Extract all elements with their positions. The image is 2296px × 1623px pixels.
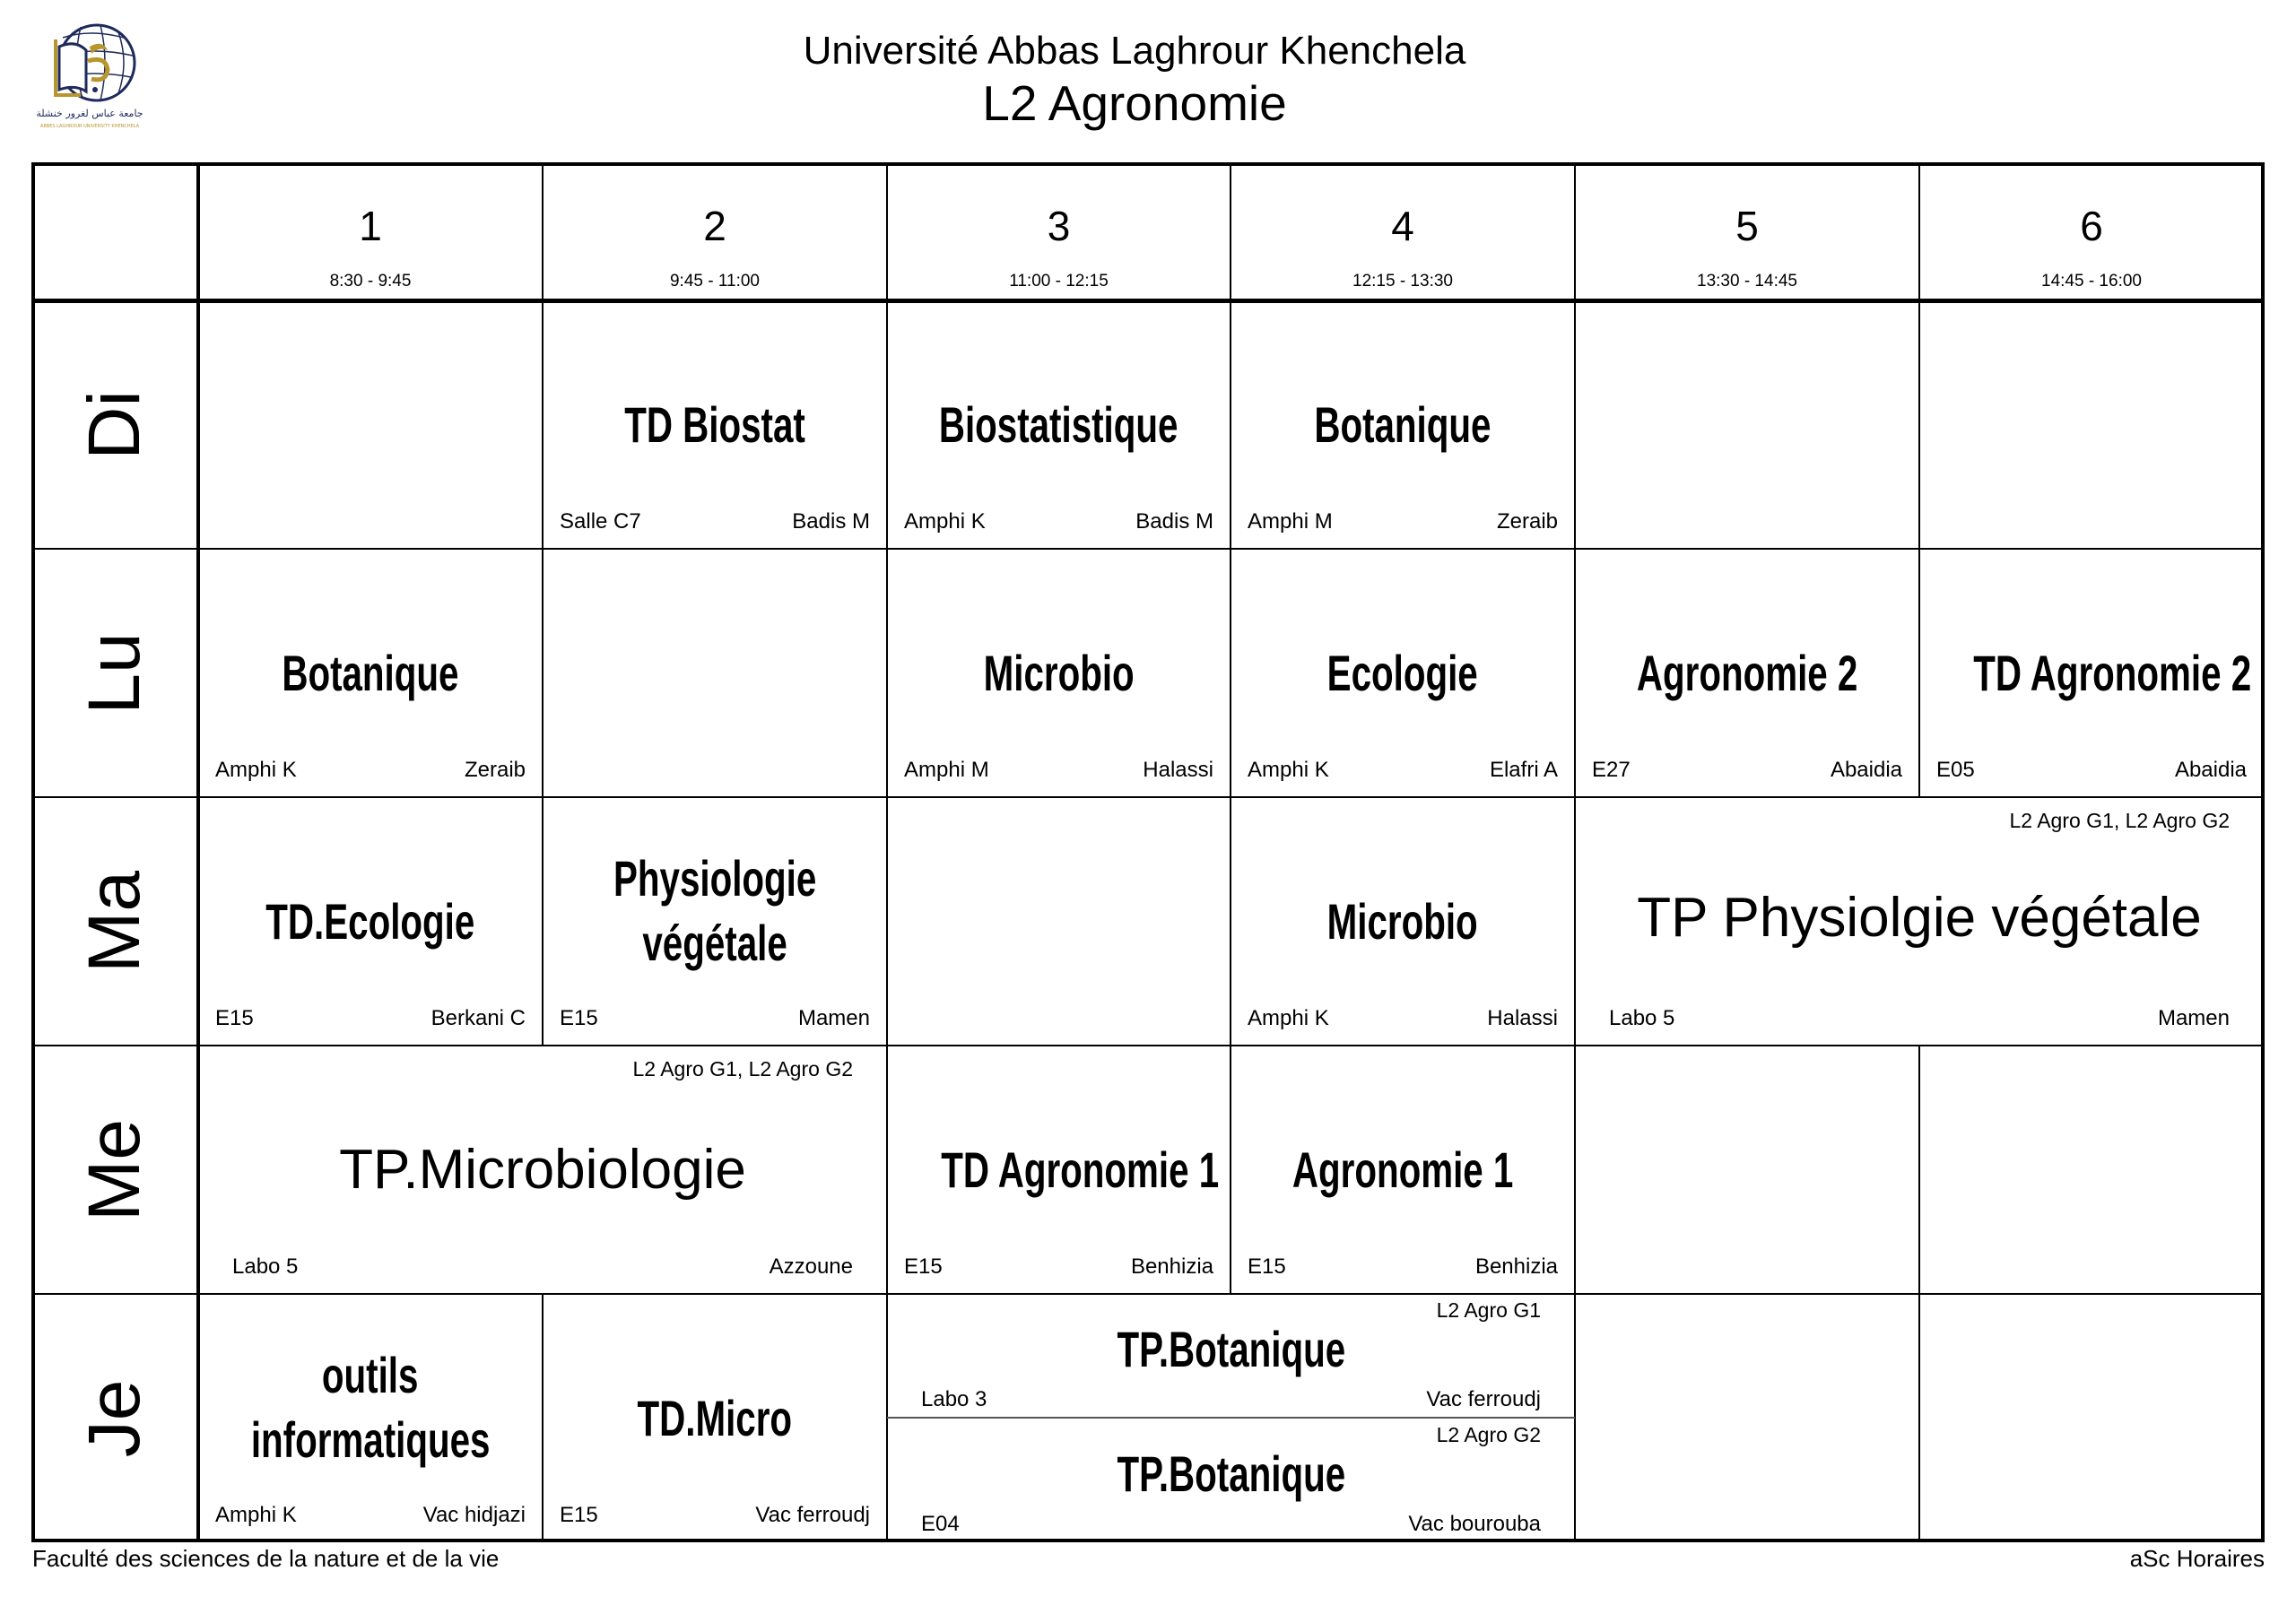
lesson-room: Amphi K: [215, 1503, 297, 1527]
software-credit: aSc Horaires: [2129, 1545, 2265, 1572]
lesson-name: [198, 890, 543, 954]
lesson-room: E04: [921, 1512, 960, 1536]
lesson-room: E15: [560, 1503, 598, 1527]
lesson-teacher: Benhizia: [1474, 1254, 1558, 1279]
lesson-room: E05: [1936, 758, 1975, 782]
lesson-name: [198, 1138, 887, 1202]
lesson-teacher: Vac ferroudj: [755, 1503, 870, 1527]
day-text: Me: [74, 1118, 155, 1221]
lesson-name: [1231, 641, 1575, 706]
day-text: Lu: [74, 631, 155, 715]
period-header-6: [1919, 162, 2264, 300]
period-number: 6: [2080, 203, 2103, 249]
lesson-teacher: Halassi: [1143, 758, 1213, 782]
period-time: 9:45 - 11:00: [669, 272, 760, 291]
lesson-name-text: Agronomie 1: [1292, 1141, 1514, 1198]
lesson-name-text: Botanique: [1314, 395, 1492, 453]
lesson-name: [1919, 641, 2264, 706]
lesson-teacher: Elafri A: [1489, 758, 1558, 782]
lesson-name-text: Agronomie 2: [1636, 644, 1858, 701]
lesson-teacher: Halassi: [1487, 1006, 1558, 1030]
period-time: 14:45 - 16:00: [2041, 272, 2142, 291]
lesson-name: [198, 641, 543, 706]
lesson-name-text: Botanique: [282, 644, 459, 701]
lesson-cell[interactable]: [1575, 549, 1919, 797]
lesson-teacher: Berkani C: [430, 1006, 526, 1030]
lesson-name: [887, 393, 1231, 457]
lesson-room: Amphi K: [215, 758, 297, 782]
lesson-name-text: TP.Botanique: [1117, 1445, 1345, 1502]
lesson-cell[interactable]: [198, 549, 543, 797]
lesson-name-text: Microbio: [983, 644, 1135, 701]
lesson-teacher: Vac hidjazi: [422, 1503, 526, 1527]
day-label-lu: [31, 549, 198, 797]
lesson-teacher: Abaidia: [2174, 758, 2247, 782]
lesson-group: L2 Agro G1, L2 Agro G2: [2009, 809, 2230, 832]
lesson-name: [543, 1386, 887, 1451]
lesson-room: E15: [560, 1006, 598, 1030]
lesson-cell-group-1[interactable]: [887, 1294, 1575, 1418]
lesson-teacher: Zeraib: [1496, 509, 1558, 534]
lesson-room: E15: [1248, 1254, 1286, 1279]
lesson-teacher: Vac bourouba: [1408, 1512, 1541, 1536]
lesson-name-text: Microbio: [1326, 892, 1478, 950]
lesson-room: Amphi K: [904, 509, 986, 534]
lesson-cell[interactable]: [1231, 797, 1575, 1046]
lesson-teacher: Benhizia: [1130, 1254, 1213, 1279]
lesson-name-text: TP.Microbiologie: [339, 1138, 746, 1201]
lesson-cell[interactable]: [887, 1046, 1231, 1294]
class-title: L2 Agronomie: [982, 75, 1287, 131]
lesson-room: E27: [1592, 758, 1631, 782]
lesson-name-text: TD.Ecologie: [265, 892, 475, 950]
lesson-room: Amphi K: [1248, 1006, 1329, 1030]
lesson-teacher: Vac ferroudj: [1426, 1387, 1541, 1411]
lesson-room: Amphi K: [1248, 758, 1329, 782]
period-number: 4: [1391, 203, 1414, 249]
day-label-me: [31, 1046, 198, 1294]
lesson-name: [887, 641, 1231, 706]
lesson-name: [1575, 886, 2264, 950]
lesson-name-text: TD Agronomie 1: [941, 1141, 1220, 1198]
lesson-name-text: Biostatistique: [939, 395, 1178, 453]
day-label-je: [31, 1294, 198, 1542]
lesson-cell[interactable]: [887, 549, 1231, 797]
lesson-room: E15: [904, 1254, 943, 1279]
lesson-name: [1231, 1138, 1575, 1202]
lesson-name-line: informatiques: [250, 1410, 491, 1468]
day-text: Di: [74, 389, 155, 460]
day-text: Ma: [74, 870, 155, 973]
lesson-cell[interactable]: [1919, 549, 2264, 797]
lesson-cell[interactable]: [198, 1294, 543, 1542]
lesson-name-text: Ecologie: [1326, 644, 1479, 701]
lesson-cell-double[interactable]: [198, 1046, 887, 1294]
lesson-group: L2 Agro G2: [1436, 1423, 1541, 1446]
lesson-group: L2 Agro G1: [1436, 1298, 1541, 1322]
lesson-name: [887, 1138, 1231, 1202]
lesson-room: Labo 5: [232, 1254, 299, 1279]
lesson-cell[interactable]: [1231, 300, 1575, 549]
period-time: 8:30 - 9:45: [329, 272, 412, 291]
period-number: 5: [1735, 203, 1759, 249]
lesson-teacher: Mamen: [797, 1006, 870, 1030]
lesson-cell[interactable]: [198, 797, 543, 1046]
day-label-ma: [31, 797, 198, 1046]
lesson-cell[interactable]: [887, 300, 1231, 549]
day-text: Je: [74, 1379, 155, 1457]
day-label-di: [31, 300, 198, 549]
period-time: 11:00 - 12:15: [1009, 272, 1109, 291]
faculty-footer: Faculté des sciences de la nature et de la vie: [32, 1545, 500, 1572]
lesson-name: [198, 1343, 543, 1472]
lesson-teacher: Azzoune: [769, 1254, 853, 1279]
svg-text:ABBES LAGHROUR UNIVERSITY KHEN: ABBES LAGHROUR UNIVERSITY KHENCHELA: [39, 124, 140, 129]
lesson-name-text: TP Physiolgie végétale: [1637, 886, 2202, 949]
period-header-4: [1231, 162, 1575, 300]
period-number: 3: [1047, 203, 1071, 249]
lesson-cell[interactable]: [1231, 1046, 1575, 1294]
lesson-name: [1231, 393, 1575, 457]
lesson-name-line: végétale: [642, 914, 787, 971]
lesson-room: E15: [215, 1006, 254, 1030]
svg-text:جامعة عباس لغرور خنشلة: جامعة عباس لغرور خنشلة: [36, 108, 144, 119]
period-number: 1: [359, 203, 382, 249]
lesson-room: Amphi M: [1248, 509, 1333, 534]
period-header-2: [543, 162, 887, 300]
lesson-teacher: Zeraib: [464, 758, 526, 782]
lesson-cell[interactable]: [543, 797, 887, 1046]
lesson-teacher: Badis M: [1135, 509, 1213, 534]
lesson-name: [543, 393, 887, 457]
lesson-name: [1575, 641, 1919, 706]
period-time: 12:15 - 13:30: [1352, 272, 1453, 291]
period-time: 13:30 - 14:45: [1697, 272, 1797, 291]
lesson-name-text: TD Agronomie 2: [1973, 644, 2252, 701]
lesson-name: [887, 1442, 1575, 1506]
lesson-name-line: outils: [322, 1346, 419, 1403]
lesson-cell[interactable]: [1231, 549, 1575, 797]
lesson-teacher: Abaidia: [1830, 758, 1902, 782]
lesson-cell[interactable]: [543, 1294, 887, 1542]
lesson-room: Labo 5: [1609, 1006, 1675, 1030]
lesson-teacher: Mamen: [2157, 1006, 2230, 1030]
lesson-name: [1231, 890, 1575, 954]
lesson-cell-double[interactable]: [1575, 797, 2264, 1046]
lesson-cell[interactable]: [543, 300, 887, 549]
lesson-room: Salle C7: [560, 509, 641, 534]
lesson-name-text: TP.Botanique: [1117, 1321, 1345, 1377]
lesson-room: Amphi M: [904, 758, 989, 782]
lesson-name-line: Physiologie: [613, 849, 817, 907]
lesson-cell-group-2[interactable]: [887, 1419, 1575, 1542]
lesson-name-text: TD.Micro: [637, 1389, 793, 1446]
lesson-group: L2 Agro G1, L2 Agro G2: [632, 1057, 853, 1081]
lesson-name: [887, 1317, 1575, 1382]
lesson-teacher: Badis M: [792, 509, 870, 534]
lesson-name-text: TD Biostat: [624, 395, 805, 453]
lesson-name: [543, 846, 887, 976]
period-header-3: [887, 162, 1231, 300]
period-number: 2: [703, 203, 726, 249]
period-header-1: [198, 162, 543, 300]
period-header-5: [1575, 162, 1919, 300]
university-title: Université Abbas Laghrour Khenchela: [803, 29, 1466, 73]
lesson-room: Labo 3: [921, 1387, 987, 1411]
